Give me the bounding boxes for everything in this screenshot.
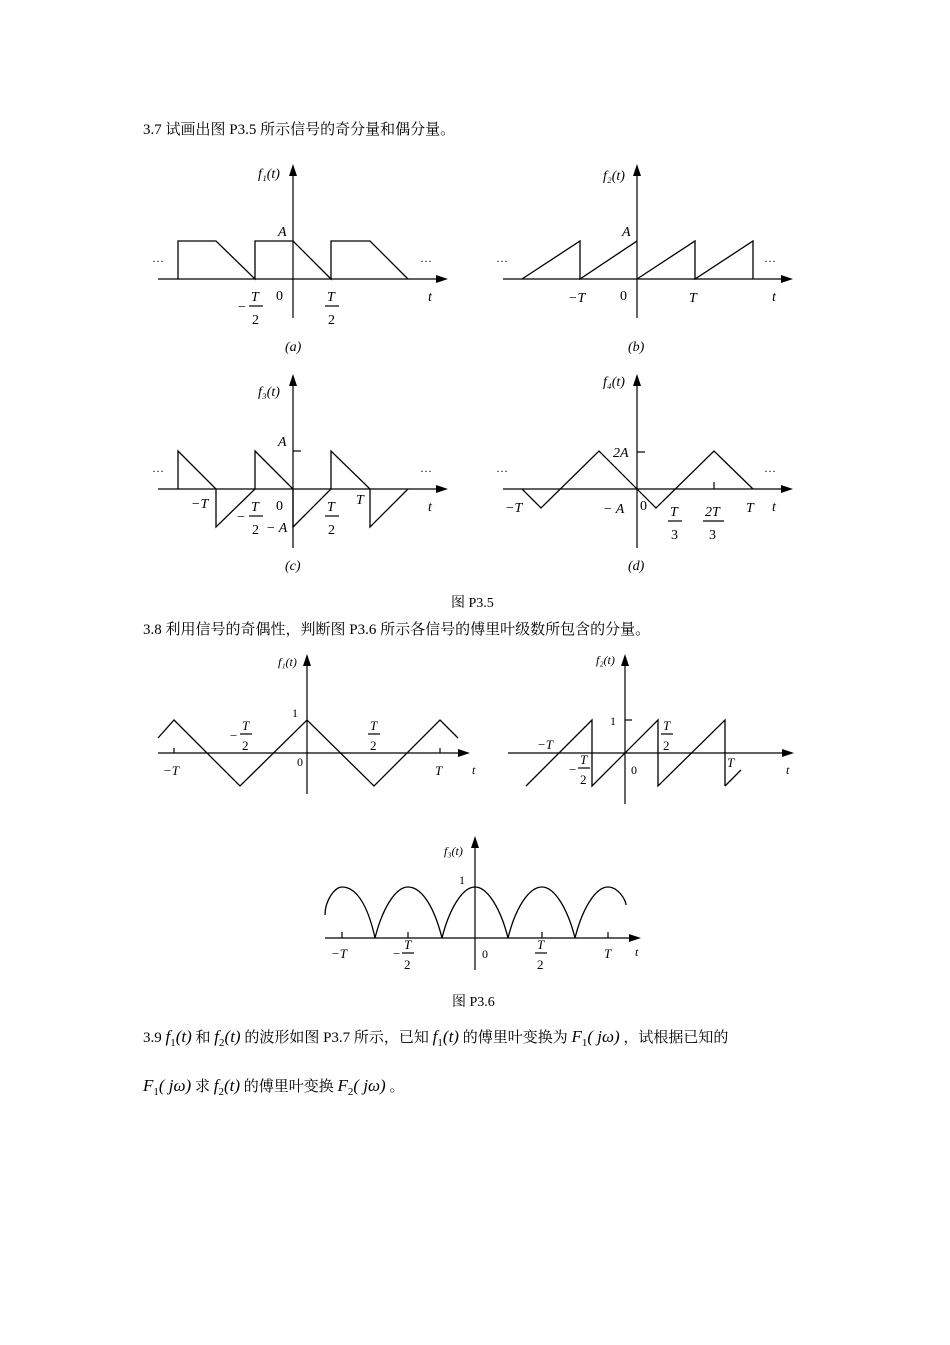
p39-l2-f2: f bbox=[213, 1076, 219, 1095]
fa-tick-T1: T bbox=[251, 290, 259, 305]
fc-tick-T3: T bbox=[356, 493, 364, 508]
fc-tick-2a: 2 bbox=[252, 523, 259, 538]
fd-dots-right: … bbox=[764, 461, 776, 475]
f2-tick-2b: 2 bbox=[663, 738, 670, 753]
fd-tick-3b: 3 bbox=[709, 528, 716, 543]
fc-ylabel: f₃(t) bbox=[258, 385, 280, 400]
f3-tick-T2: T bbox=[537, 937, 545, 952]
f1-tick-T3: T bbox=[435, 763, 443, 778]
fc-dots-right: … bbox=[420, 461, 432, 475]
p39-l2-end: 。 bbox=[389, 1079, 405, 1095]
f1-one: 1 bbox=[292, 706, 298, 720]
fa-tick-T2: T bbox=[327, 290, 335, 305]
f3-one: 1 bbox=[459, 873, 465, 887]
fc-tick-T2: T bbox=[327, 500, 335, 515]
f3-zero: 0 bbox=[482, 947, 488, 961]
fa-tick-2b: 2 bbox=[328, 313, 335, 328]
f3-tick-T3: T bbox=[604, 946, 612, 961]
f2-tick-T1: T bbox=[580, 752, 588, 767]
p39-l2-F1-arg: ( jω) bbox=[158, 1076, 192, 1095]
p39-f1-sub: 1 bbox=[170, 1037, 176, 1049]
fd-tick-2T: 2T bbox=[705, 505, 720, 520]
f2-tick-minus: − bbox=[569, 762, 577, 777]
fd-neg-amp: − A bbox=[603, 502, 625, 517]
fc-zero: 0 bbox=[276, 499, 283, 514]
problem-3-7-text: 3.7 试画出图 P3.5 所示信号的奇分量和偶分量。 bbox=[143, 122, 456, 138]
p39-l2-f2-arg: (t) bbox=[223, 1076, 240, 1095]
fc-amp: A bbox=[278, 435, 287, 450]
fc-t: t bbox=[428, 500, 432, 515]
p39-f1b: f bbox=[432, 1027, 438, 1046]
p39-f1-arg: (t) bbox=[175, 1027, 192, 1046]
fd-t: t bbox=[772, 500, 776, 515]
fb-tick-T: T bbox=[689, 291, 697, 306]
fa-tick-2a: 2 bbox=[252, 313, 259, 328]
fc-neg-amp: − A bbox=[266, 521, 288, 536]
f1-tick-2b: 2 bbox=[370, 738, 377, 753]
p39-f1b-sub: 1 bbox=[437, 1037, 443, 1049]
p39-f2-arg: (t) bbox=[224, 1027, 241, 1046]
fa-zero: 0 bbox=[276, 289, 283, 304]
f2-zero: 0 bbox=[631, 763, 637, 777]
f3-t: t bbox=[635, 945, 639, 959]
f1-tick-T2: T bbox=[370, 718, 378, 733]
fd-tick-T2: T bbox=[746, 501, 754, 516]
p39-l2-F2-sub: 2 bbox=[347, 1086, 354, 1098]
f1-t: t bbox=[472, 763, 476, 777]
fa-amp: A bbox=[278, 225, 287, 240]
f2-one: 1 bbox=[610, 714, 616, 728]
fa-dots-left: … bbox=[152, 251, 164, 265]
f3-tick-minus: − bbox=[393, 946, 401, 961]
f1-tick-T1: T bbox=[242, 718, 250, 733]
p39-f2: f bbox=[214, 1027, 220, 1046]
p39-l2-mid2: 的傅里叶变换 bbox=[243, 1079, 338, 1095]
p39-number: 3.9 bbox=[143, 1030, 162, 1046]
fc-tick-minus: − bbox=[237, 510, 245, 525]
f1-tick-2a: 2 bbox=[242, 738, 249, 753]
f1-tick-minus: − bbox=[230, 728, 238, 743]
fa-t: t bbox=[428, 290, 432, 305]
fa-caption: (a) bbox=[285, 340, 302, 355]
p39-and: 和 bbox=[195, 1030, 215, 1046]
p39-l2-F1: F bbox=[143, 1076, 154, 1095]
fd-amp: 2A bbox=[613, 446, 629, 461]
p39-f2-sub: 2 bbox=[219, 1037, 225, 1049]
fc-dots-left: … bbox=[152, 461, 164, 475]
fb-tick-minusT: −T bbox=[568, 291, 586, 306]
p39-l2-F1-sub: 1 bbox=[153, 1086, 159, 1098]
p39-F1-arg: ( jω) bbox=[587, 1027, 620, 1046]
fc-tick-T1: T bbox=[251, 500, 259, 515]
fa-dots-right: … bbox=[420, 251, 432, 265]
fa-tick-minus: − bbox=[238, 300, 246, 315]
figure-p35-caption: 图 P3.5 bbox=[451, 596, 494, 611]
fd-caption: (d) bbox=[628, 559, 645, 574]
f2-tick-2a: 2 bbox=[580, 772, 587, 787]
fc-caption: (c) bbox=[285, 559, 301, 574]
fb-t: t bbox=[772, 290, 776, 305]
f3-ylabel: f₃(t) bbox=[444, 844, 463, 858]
p39-l2-F2-arg: ( jω) bbox=[353, 1076, 386, 1095]
f1-tick-minusT: −T bbox=[163, 763, 180, 778]
p39-f1b-arg: (t) bbox=[442, 1027, 459, 1046]
figure-p36-caption: 图 P3.6 bbox=[452, 995, 495, 1010]
f3-tick-2b: 2 bbox=[537, 957, 544, 972]
f3-tick-2a: 2 bbox=[404, 957, 411, 972]
fb-dots-left: … bbox=[496, 251, 508, 265]
fb-zero: 0 bbox=[620, 289, 627, 304]
fb-caption: (b) bbox=[628, 340, 645, 355]
p39-mid: 的波形如图 P3.7 所示，已知 bbox=[244, 1030, 433, 1046]
p39-f1: f bbox=[165, 1027, 171, 1046]
f2-tick-T3: T bbox=[727, 755, 735, 770]
f1-zero: 0 bbox=[297, 755, 303, 769]
fc-tick-minusT: −T bbox=[191, 497, 209, 512]
p39-mid2: 的傅里叶变换为 bbox=[462, 1030, 572, 1046]
p39-l2-mid: 求 bbox=[194, 1079, 214, 1095]
f3-tick-minusT: −T bbox=[331, 946, 348, 961]
p39-end: ，试根据已知的 bbox=[623, 1030, 729, 1046]
fd-tick-3a: 3 bbox=[671, 528, 678, 543]
fb-amp: A bbox=[622, 225, 631, 240]
fc-tick-2b: 2 bbox=[328, 523, 335, 538]
fd-ylabel: f₄(t) bbox=[603, 375, 625, 390]
problem-3-9-line1 bbox=[143, 1026, 728, 1049]
p39-l2-f2-sub: 2 bbox=[218, 1086, 224, 1098]
problem-3-8-text: 3.8 利用信号的奇偶性，判断图 P3.6 所示各信号的傅里叶级数所包含的分量。 bbox=[143, 622, 651, 638]
fd-tick-minusT: −T bbox=[505, 501, 523, 516]
fa-ylabel: f₁(t) bbox=[258, 167, 280, 182]
f2-tick-T2: T bbox=[663, 718, 671, 733]
f2-tick-minusT: −T bbox=[537, 737, 554, 752]
problem-3-9-line2 bbox=[143, 1075, 404, 1098]
p39-l2-F2: F bbox=[337, 1076, 348, 1095]
fd-dots-left: … bbox=[496, 461, 508, 475]
f2-t: t bbox=[786, 763, 790, 777]
fd-zero: 0 bbox=[640, 499, 647, 514]
fb-dots-right: … bbox=[764, 251, 776, 265]
p39-F1: F bbox=[571, 1027, 582, 1046]
f2-ylabel: f₂(t) bbox=[596, 653, 615, 667]
p39-F1-sub: 1 bbox=[581, 1037, 588, 1049]
fd-tick-T1: T bbox=[670, 505, 678, 520]
f1-ylabel: f₁(t) bbox=[278, 655, 297, 669]
fb-ylabel: f₂(t) bbox=[603, 169, 625, 184]
f3-tick-T1: T bbox=[404, 937, 412, 952]
